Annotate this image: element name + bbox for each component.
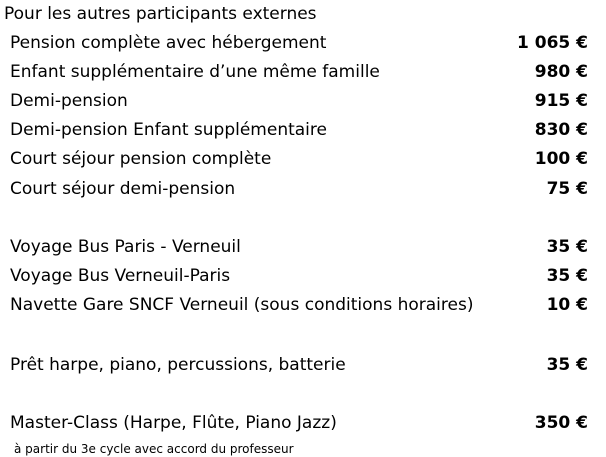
price-row bbox=[10, 235, 588, 259]
item-label: Demi-pension bbox=[10, 91, 128, 111]
item-price: 915 € bbox=[534, 91, 588, 111]
item-price: 10 € bbox=[546, 295, 588, 315]
price-row bbox=[10, 264, 588, 288]
price-row bbox=[10, 31, 588, 55]
item-label: Master-Class (Harpe, Flûte, Piano Jazz) bbox=[10, 413, 337, 433]
price-row bbox=[10, 177, 588, 201]
item-price: 35 € bbox=[546, 355, 588, 375]
item-label: Prêt harpe, piano, percussions, batterie bbox=[10, 355, 346, 375]
item-label: Court séjour pension complète bbox=[10, 149, 272, 169]
item-label: Voyage Bus Verneuil-Paris bbox=[10, 266, 231, 286]
item-label: Court séjour demi-pension bbox=[10, 179, 236, 199]
item-price: 350 € bbox=[534, 413, 588, 433]
item-price: 75 € bbox=[546, 179, 588, 199]
price-row bbox=[10, 411, 588, 435]
item-label: Voyage Bus Paris - Verneuil bbox=[10, 237, 241, 257]
price-row bbox=[10, 147, 588, 171]
item-price: 35 € bbox=[546, 266, 588, 286]
section-heading: Pour les autres participants externes bbox=[4, 4, 317, 24]
item-price: 35 € bbox=[546, 237, 588, 257]
item-label: Enfant supplémentaire d’une même famille bbox=[10, 62, 380, 82]
footnote: à partir du 3e cycle avec accord du professeur bbox=[14, 442, 294, 456]
item-price: 830 € bbox=[534, 120, 588, 140]
price-row bbox=[10, 89, 588, 113]
price-row bbox=[10, 353, 588, 377]
item-label: Pension complète avec hébergement bbox=[10, 33, 327, 53]
item-label: Demi-pension Enfant supplémentaire bbox=[10, 120, 327, 140]
price-row bbox=[10, 60, 588, 84]
price-row bbox=[10, 293, 588, 317]
item-price: 100 € bbox=[534, 149, 588, 169]
item-price: 980 € bbox=[534, 62, 588, 82]
item-price: 1 065 € bbox=[517, 33, 588, 53]
item-label: Navette Gare SNCF Verneuil (sous conditions horaires) bbox=[10, 295, 474, 315]
price-row bbox=[10, 118, 588, 142]
